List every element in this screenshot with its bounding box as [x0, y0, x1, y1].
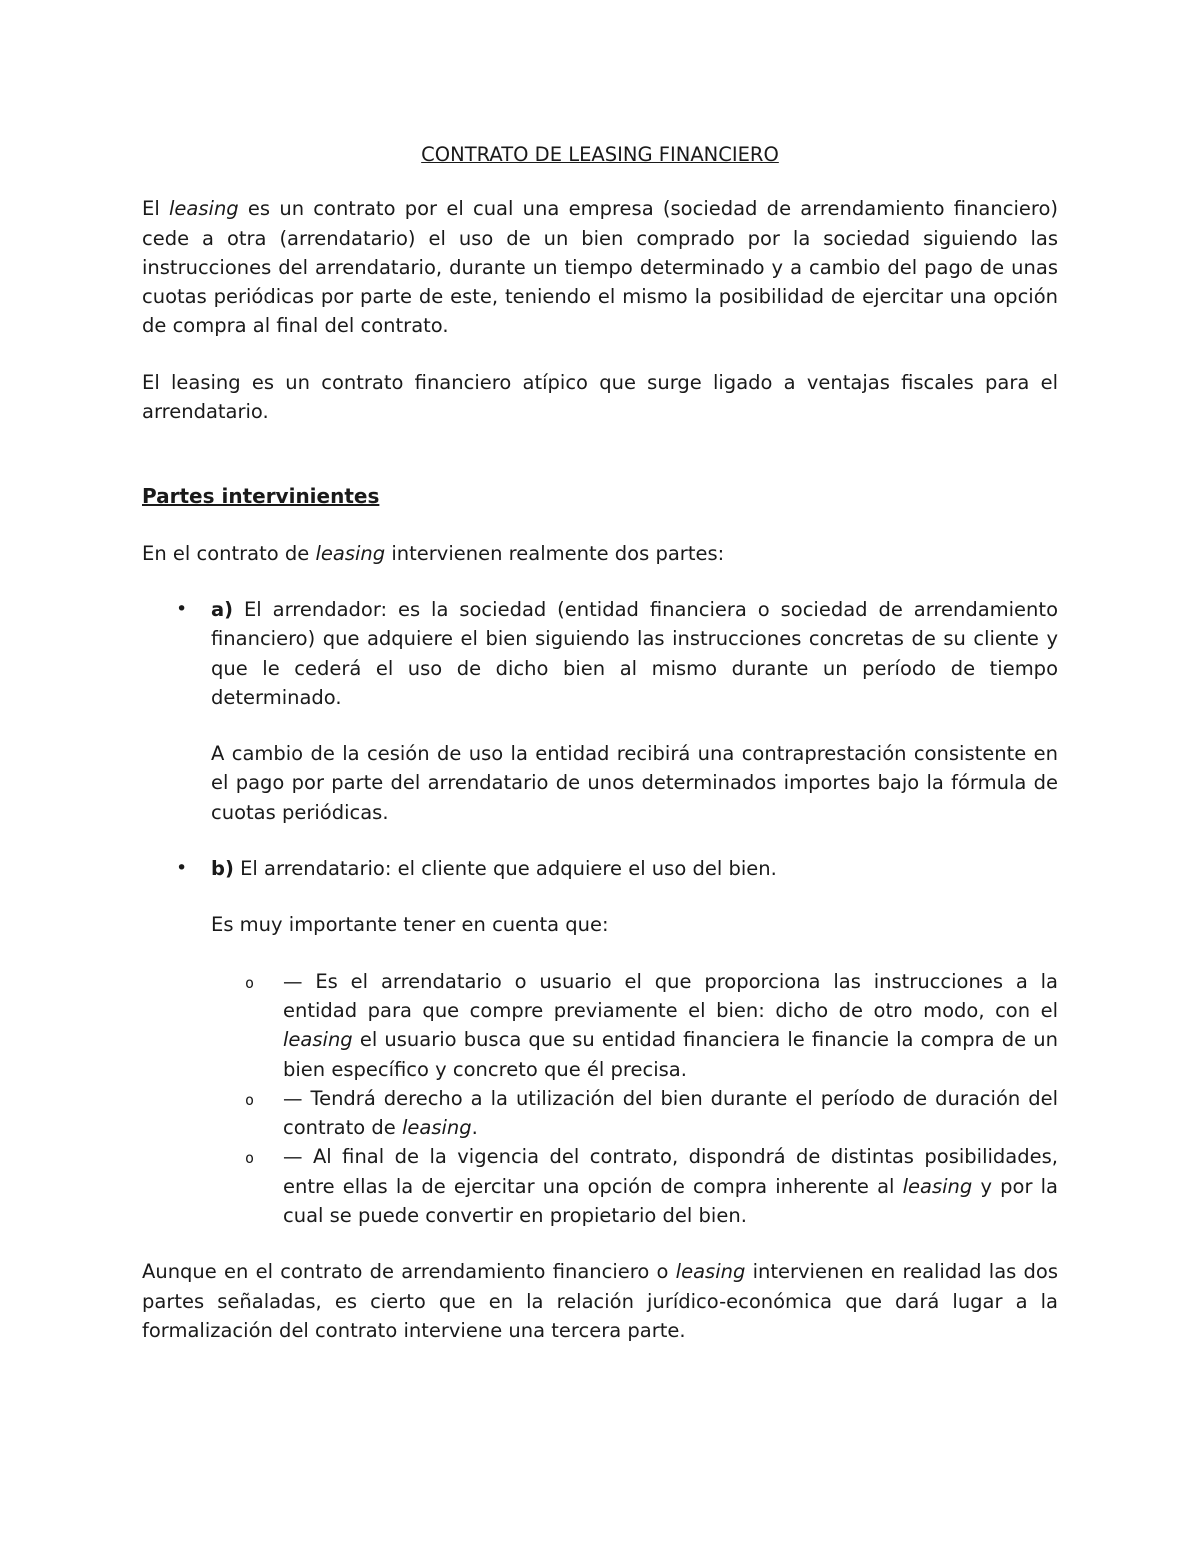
section-heading: Partes intervinientes: [142, 484, 380, 509]
closing-paragraph: [142, 1257, 1058, 1345]
text-run: En el contrato de: [142, 541, 316, 565]
text-run: .: [471, 1116, 478, 1140]
document-title: CONTRATO DE LEASING FINANCIERO: [421, 143, 779, 166]
text-run: — Tendrá derecho a la utilización del bien durante el período de duración del contrato de: [283, 1086, 1058, 1140]
italic-term: leasing: [675, 1260, 746, 1284]
item-label: b): [211, 857, 234, 881]
nested-list-item: [211, 1084, 1058, 1143]
circle-bullet-icon: o: [245, 1149, 255, 1168]
circle-bullet-icon: o: [245, 1090, 255, 1109]
list-item-subparagraph: A cambio de la cesión de uso la entidad recibirá una contraprestación consistente en el pago por parte del arrendatario de unos determinados importes bajo la fórmula de cuotas periódicas.: [211, 742, 1058, 824]
list-item-text: [211, 854, 1058, 883]
text-run: El arrendador: es la sociedad (entidad financiera o sociedad de arrendamiento financiero) que adquiere el bien siguiendo las instrucciones concretas de su cliente y que le cederá el uso de dicho bien al mismo durante un período de tiempo determinado.: [211, 597, 1058, 709]
bullet-icon: •: [176, 597, 188, 620]
italic-term: leasing: [315, 541, 386, 565]
parties-list: [142, 595, 1058, 1230]
text-run: — Al final de la vigencia del contrato, dispondrá de distintas posibilidades, entre ellas la de ejercitar una opción de compra inherente al: [283, 1145, 1058, 1198]
nested-list: [211, 967, 1058, 1231]
list-item-text: [211, 595, 1058, 712]
nested-list-item: [211, 1142, 1058, 1230]
parties-intro: [142, 539, 1058, 568]
nested-list-item: [211, 967, 1058, 1084]
text-run: El arrendatario: el cliente que adquiere el uso del bien.: [233, 857, 777, 881]
text-run: intervienen en realidad las dos partes señaladas, es cierto que en la relación jurídico-económica que dará lugar a la formalización del contrato interviene una tercera parte.: [142, 1260, 1058, 1342]
text-run: y por la cual se puede convertir en propietario del bien.: [283, 1174, 1058, 1228]
circle-bullet-icon: o: [245, 973, 255, 992]
list-item-arrendador: [142, 595, 1058, 827]
italic-term: leasing: [169, 197, 239, 221]
text-run: El: [142, 197, 169, 221]
list-item-subparagraph: Es muy importante tener en cuenta que:: [211, 913, 609, 937]
text-run: el usuario busca que su entidad financiera le financie la compra de un bien específico y concreto que él precisa.: [283, 1028, 1058, 1081]
intro-paragraph-definition: [142, 194, 1058, 340]
list-item-arrendatario: [142, 854, 1058, 1230]
italic-term: leasing: [283, 1028, 353, 1052]
bullet-icon: •: [176, 857, 188, 880]
italic-term: leasing: [401, 1116, 472, 1140]
intro-paragraph-atypical: El leasing es un contrato financiero atípico que surge ligado a ventajas fiscales para el arrendatario.: [142, 370, 1058, 424]
text-run: es un contrato por el cual una empresa (sociedad de arrendamiento financiero) cede a otra (arrendatario) el uso de un bien comprado por la sociedad siguiendo las instrucciones del arrendatario, durante un tiempo determinado y a cambio del pago de unas cuotas periódicas por parte de este, teniendo el mismo la posibilidad de ejercitar una opción de compra al final del contrato.: [142, 197, 1059, 338]
text-run: — Es el arrendatario o usuario el que proporciona las instrucciones a la entidad para que compre previamente el bien: dicho de otro modo, con el: [283, 969, 1058, 1022]
text-run: Aunque en el contrato de arrendamiento financiero o: [142, 1260, 676, 1284]
italic-term: leasing: [902, 1174, 973, 1198]
text-run: intervienen realmente dos partes:: [385, 541, 725, 565]
item-label: a): [211, 597, 234, 621]
